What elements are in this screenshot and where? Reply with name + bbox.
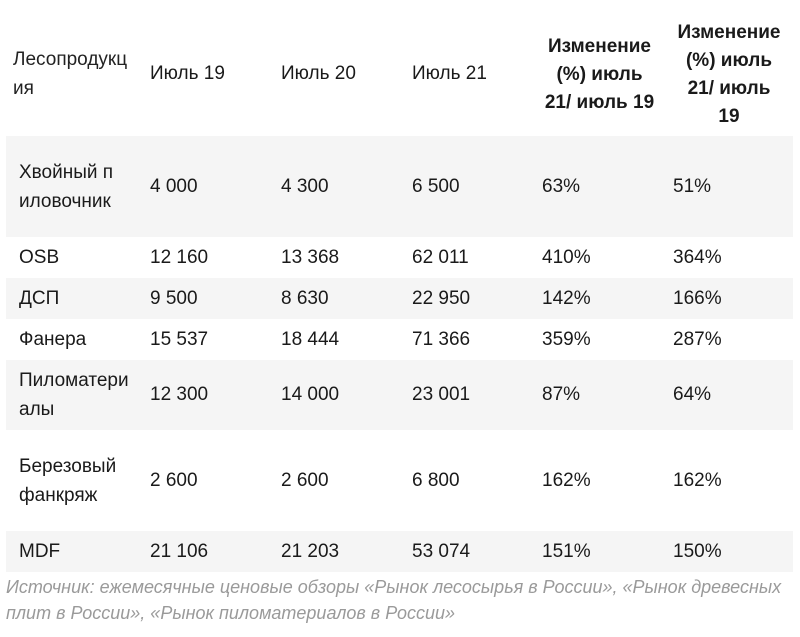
cell-product: Хвойный пиловочник (6, 136, 142, 237)
header-change-a: Изменение (%) июль 21/ июль 19 (544, 36, 655, 113)
cell-jul20: 21 203 (273, 531, 404, 572)
cell-change-b: 150% (665, 531, 793, 572)
cell-product: OSB (6, 237, 142, 278)
cell-jul19: 21 106 (142, 531, 273, 572)
cell-jul19: 2 600 (142, 430, 273, 531)
cell-jul19: 12 300 (142, 360, 273, 430)
table-row (6, 531, 793, 572)
cell-change-a: 410% (534, 237, 665, 278)
cell-jul21: 71 366 (404, 319, 534, 360)
header-jul19: Июль 19 (150, 63, 225, 84)
table-row (6, 319, 793, 360)
cell-jul21: 6 500 (404, 136, 534, 237)
cell-change-a: 359% (534, 319, 665, 360)
cell-change-b: 364% (665, 237, 793, 278)
cell-jul19: 15 537 (142, 319, 273, 360)
table-row (6, 360, 793, 430)
cell-change-b: 64% (665, 360, 793, 430)
cell-jul20: 14 000 (273, 360, 404, 430)
table-row (6, 237, 793, 278)
cell-jul19: 12 160 (142, 237, 273, 278)
header-change-b: Изменение (%) июль 21/ июль 19 (677, 22, 781, 127)
source-note: Источник: ежемесячные ценовые обзоры «Рынок лесосырья в России», «Рынок древесных плит в России», «Рынок пиломатериалов в России» (6, 577, 782, 623)
cell-jul20: 2 600 (273, 430, 404, 531)
cell-jul20: 13 368 (273, 237, 404, 278)
cell-jul21: 53 074 (404, 531, 534, 572)
cell-jul19: 9 500 (142, 278, 273, 319)
cell-change-a: 87% (534, 360, 665, 430)
cell-product: MDF (6, 531, 142, 572)
cell-product: ДСП (6, 278, 142, 319)
cell-change-a: 142% (534, 278, 665, 319)
cell-jul20: 8 630 (273, 278, 404, 319)
cell-change-a: 63% (534, 136, 665, 237)
cell-jul21: 6 800 (404, 430, 534, 531)
cell-change-a: 151% (534, 531, 665, 572)
cell-change-a: 162% (534, 430, 665, 531)
header-product: Лесопродукция (13, 49, 128, 99)
cell-product: Фанера (6, 319, 142, 360)
cell-jul20: 4 300 (273, 136, 404, 237)
cell-jul21: 62 011 (404, 237, 534, 278)
cell-product: Пиломатериалы (6, 360, 142, 430)
header-row (6, 12, 793, 136)
table-row (6, 136, 793, 237)
cell-product: Березовый фанкряж (6, 430, 142, 531)
table-row (6, 278, 793, 319)
cell-jul21: 23 001 (404, 360, 534, 430)
header-jul20: Июль 20 (281, 63, 356, 84)
header-jul21: Июль 21 (412, 63, 487, 84)
cell-jul21: 22 950 (404, 278, 534, 319)
cell-change-b: 166% (665, 278, 793, 319)
cell-change-b: 162% (665, 430, 793, 531)
cell-change-b: 51% (665, 136, 793, 237)
table-row (6, 430, 793, 531)
cell-change-b: 287% (665, 319, 793, 360)
cell-jul19: 4 000 (142, 136, 273, 237)
cell-jul20: 18 444 (273, 319, 404, 360)
price-table (6, 12, 793, 572)
